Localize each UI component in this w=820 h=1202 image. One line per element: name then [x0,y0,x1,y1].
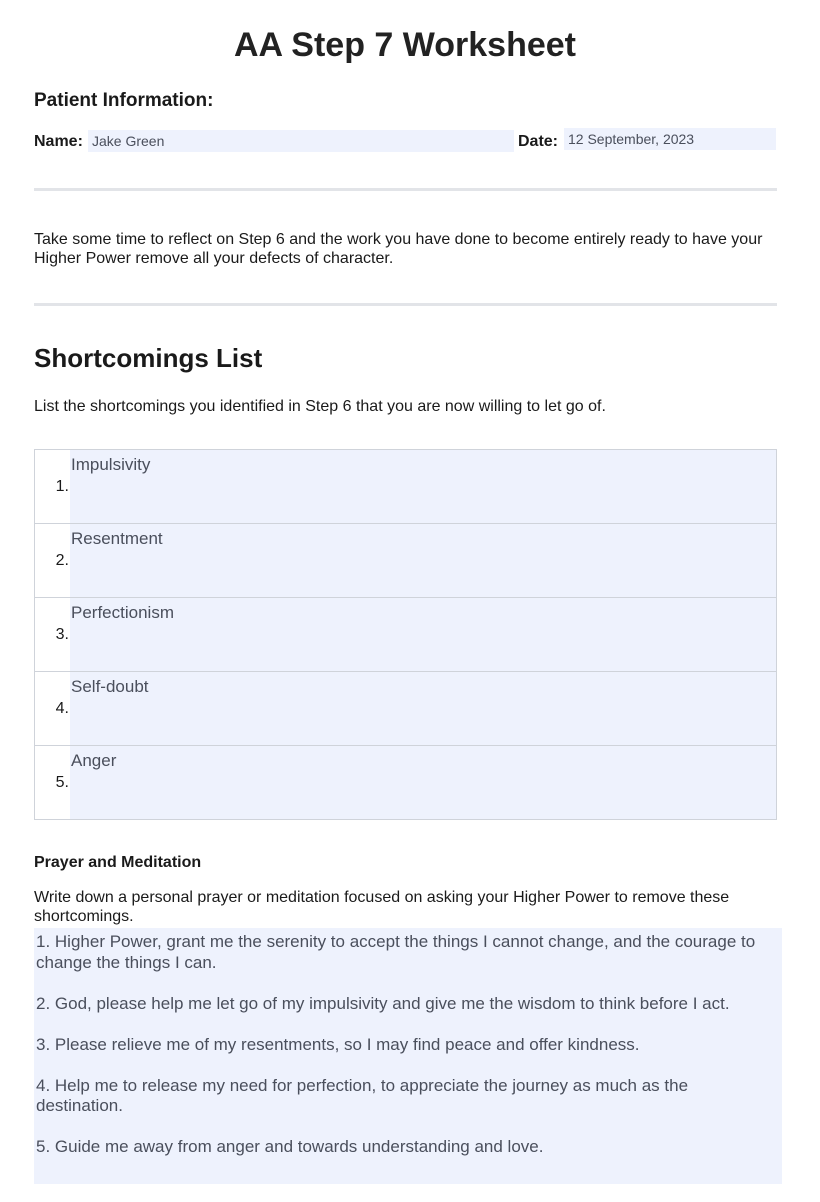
prayer-item-2: 2. God, please help me let go of my impulsivity and give me the wisdom to think before I act. [36,993,730,1013]
prayer-heading: Prayer and Meditation [34,854,202,871]
prayer-item-1: 1. Higher Power, grant me the serenity to accept the things I cannot change, and the courage to change the things I can. [36,932,756,972]
list-item-number: 2. [55,551,69,569]
name-label: Name: [34,133,83,150]
list-item-number: 4. [55,699,69,717]
shortcoming-field-1[interactable]: Impulsivity [70,450,776,523]
list-item [35,672,776,746]
list-item [35,746,776,819]
intro-text: Take some time to reflect on Step 6 and the work you have done to become entirely ready to have your Higher Power remove all your defects of character. [34,231,763,267]
shortcoming-field-4[interactable]: Self-doubt [70,672,776,745]
shortcomings-list [34,449,777,820]
shortcoming-field-3[interactable]: Perfectionism [70,598,776,671]
worksheet-title: AA Step 7 Worksheet [234,26,576,64]
name-field[interactable]: Jake Green [88,130,514,152]
prayer-description: Write down a personal prayer or meditation focused on asking your Higher Power to remove these shortcomings. [34,889,730,925]
list-item-number: 5. [55,773,69,791]
prayer-item-5: 5. Guide me away from anger and towards understanding and love. [36,1137,544,1156]
list-item [35,524,776,598]
shortcoming-field-2[interactable]: Resentment [70,524,776,597]
prayer-item-3: 3. Please relieve me of my resentments, so I may find peace and offer kindness. [36,1034,640,1054]
list-item [35,598,776,672]
shortcoming-field-5[interactable]: Anger [70,746,776,819]
list-item-number: 3. [55,625,69,643]
prayer-item-4: 4. Help me to release my need for perfection, to appreciate the journey as much as the destination. [36,1075,689,1115]
shortcomings-heading: Shortcomings List [34,343,263,373]
date-field[interactable]: 12 September, 2023 [564,128,776,150]
divider-top [34,188,777,191]
prayer-field[interactable] [34,928,782,1184]
shortcomings-description: List the shortcomings you identified in Step 6 that you are now willing to let go of. [34,398,606,415]
patient-info-heading: Patient Information: [34,90,214,111]
date-label: Date: [518,133,559,150]
list-item [35,450,776,524]
divider-middle [34,303,777,306]
list-item-number: 1. [55,477,69,495]
